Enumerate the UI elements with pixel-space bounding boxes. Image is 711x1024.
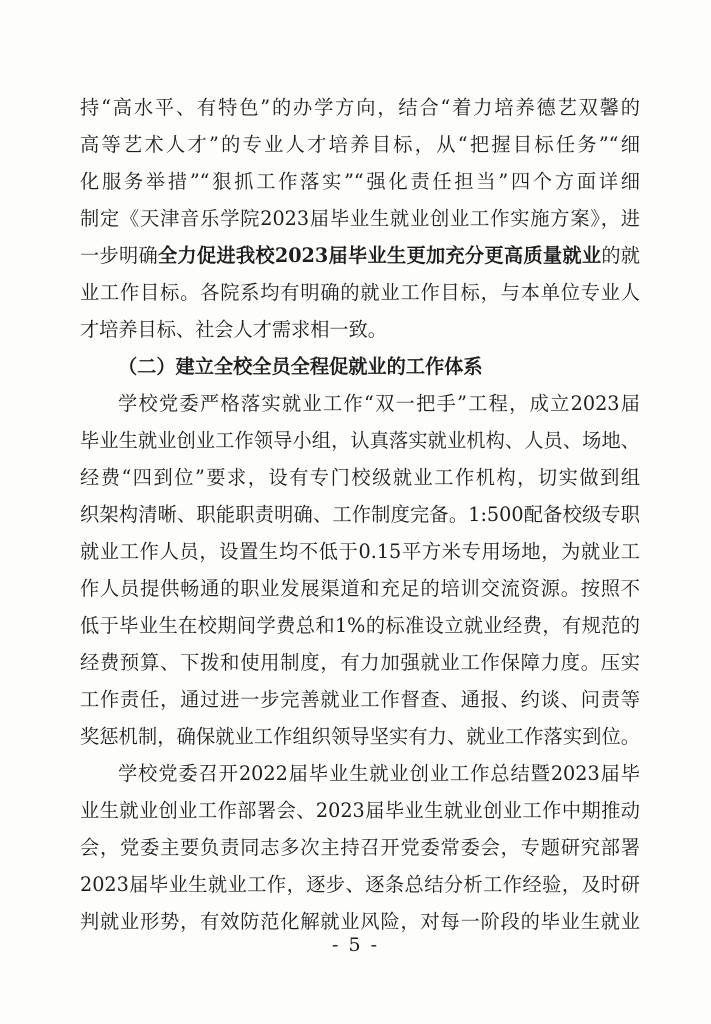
- text-line: 工作责任，通过进一步完善就业工作督查、通报、约谈、问责等: [80, 688, 640, 711]
- text-line: 持“高水平、有特色”的办学方向，结合“着力培养德艺双馨的: [80, 96, 640, 119]
- text-line: 奖惩机制，确保就业工作组织领导坚实有力、就业工作落实到位。: [80, 725, 640, 748]
- text-line: 业工作目标。各院系均有明确的就业工作目标，与本单位专业人: [80, 281, 640, 304]
- text-line: 制定《天津音乐学院2023届毕业生就业创业工作实施方案》，进: [80, 207, 640, 230]
- text-line: 织架构清晰、职能职责明确、工作制度完备。1:500配备校级专职: [80, 503, 640, 526]
- text-line: 判就业形势，有效防范化解就业风险，对每一阶段的毕业生就业: [80, 910, 640, 933]
- text-line: 作人员提供畅通的职业发展渠道和充足的培训交流资源。按照不: [80, 577, 640, 600]
- text-line: 学校党委召开2022届毕业生就业创业工作总结暨2023届毕: [118, 762, 640, 785]
- text-line: 就业工作人员，设置生均不低于0.15平方米专用场地，为就业工: [80, 540, 640, 563]
- page-number: - 5 -: [331, 934, 379, 956]
- text-run: 一步明确: [80, 244, 158, 267]
- text-line: 低于毕业生在校期间学费总和1%的标准设立就业经费，有规范的: [80, 614, 640, 637]
- text-line: 业生就业创业工作部署会、2023届毕业生就业创业工作中期推动: [80, 799, 640, 822]
- document-body: [80, 89, 640, 940]
- text-line: 经费“四到位”要求，设有专门校级就业工作机构，切实做到组: [80, 466, 640, 489]
- bold-text-run: 全力促进我校2023届毕业生更加充分更高质量就业: [157, 244, 602, 267]
- text-line: 高等艺术人才”的专业人才培养目标，从“把握目标任务”“细: [80, 133, 640, 156]
- text-run: 的就: [601, 244, 640, 267]
- text-line: 经费预算、下拨和使用制度，有力加强就业工作保障力度。压实: [80, 651, 640, 674]
- text-line: 才培养目标、社会人才需求相一致。: [80, 318, 387, 341]
- text-line: 2023届毕业生就业工作，逐步、逐条总结分析工作经验，及时研: [80, 873, 640, 896]
- text-line: 毕业生就业创业工作领导小组，认真落实就业机构、人员、场地、: [80, 429, 640, 452]
- section-heading: （二）建立全校全员全程促就业的工作体系: [118, 355, 483, 378]
- text-line: 化服务举措”“狠抓工作落实”“强化责任担当”四个方面详细: [80, 170, 640, 193]
- text-line: [80, 237, 640, 274]
- text-line: 学校党委严格落实就业工作“双一把手”工程，成立2023届: [118, 392, 640, 415]
- text-line: 会，党委主要负责同志多次主持召开党委常委会，专题研究部署: [80, 836, 640, 859]
